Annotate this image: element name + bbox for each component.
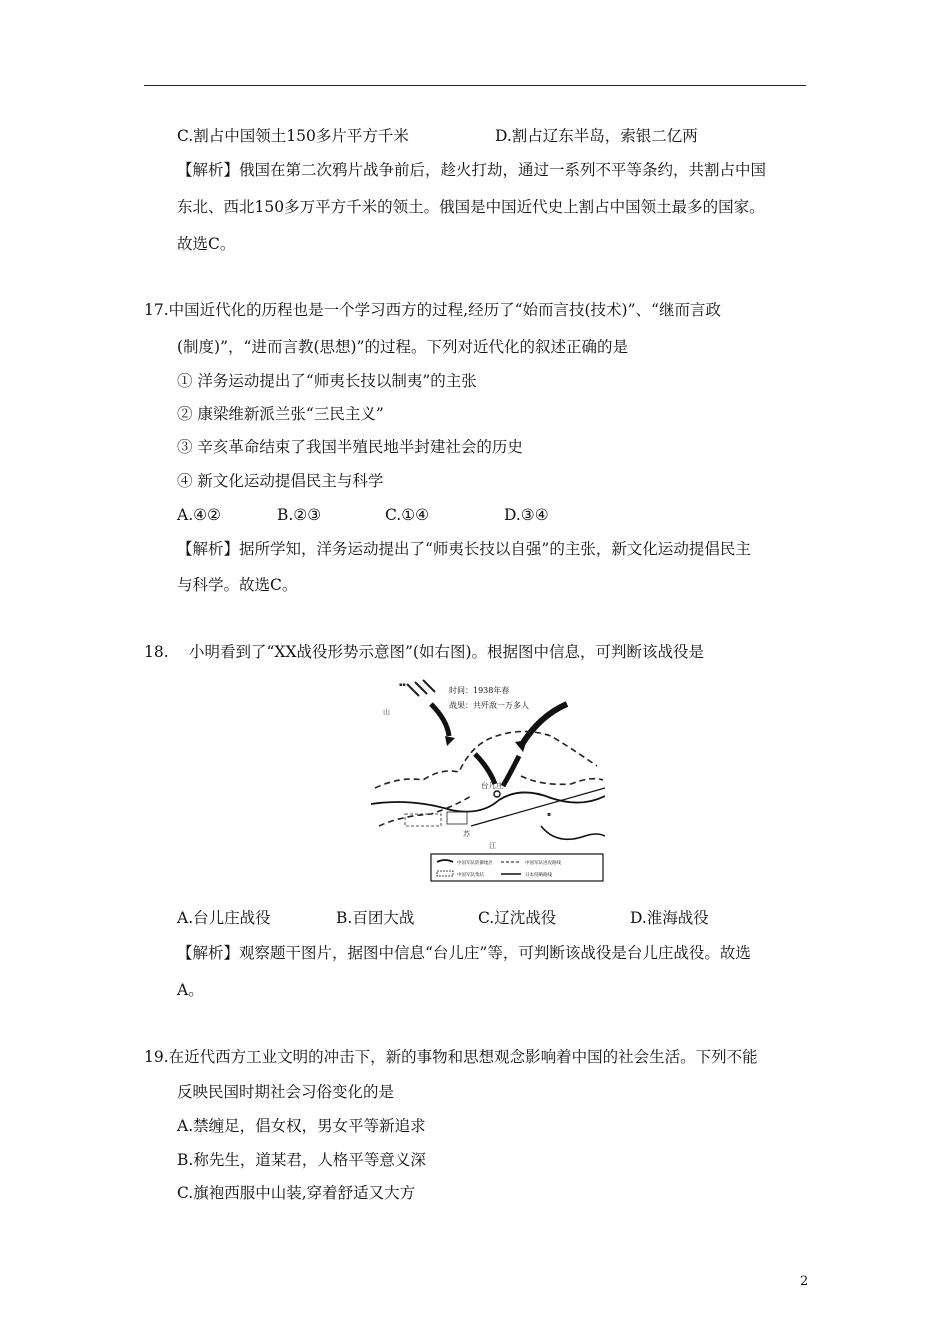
q19-stem-line: 反映民国时期社会习俗变化的是 xyxy=(177,1083,395,1101)
svg-text:山: 山 xyxy=(383,708,390,716)
header-rule xyxy=(144,85,806,86)
q17-option-d: D.③④ xyxy=(504,506,549,524)
svg-text:苏: 苏 xyxy=(463,830,470,838)
q17-item: ① 洋务运动提出了“师夷长技以制夷”的主张 xyxy=(177,372,477,390)
map-time-label: 时间：1938年春 xyxy=(449,686,510,695)
q18-option-a: A.台儿庄战役 xyxy=(177,909,271,927)
q17-option-c: C.①④ xyxy=(385,506,430,524)
q16-option-c: C.割占中国领土150多片平方千米 xyxy=(177,127,409,145)
q18-option-d: D.淮海战役 xyxy=(630,909,709,927)
q17-analysis-line: 与科学。故选C。 xyxy=(177,576,298,594)
q17-stem-line: 17.中国近代化的历程也是一个学习西方的过程,经历了“始而言技(技术)”、“继而言政 xyxy=(144,301,721,319)
q18-analysis-line: 【解析】观察题干图片，据图中信息“台儿庄”等，可判断该战役是台儿庄战役。故选 xyxy=(177,944,751,962)
q19-option-a: A.禁缠足，倡女权，男女平等新追求 xyxy=(177,1117,426,1135)
q17-item: ③ 辛亥革命结束了我国半殖民地半封建社会的历史 xyxy=(177,438,523,456)
q16-analysis-line: 【解析】俄国在第二次鸦片战争前后，趁火打劫，通过一系列不平等条约，共割占中国 xyxy=(177,161,767,179)
q16-analysis-line: 故选C。 xyxy=(177,235,236,253)
svg-text:▪: ▪ xyxy=(547,811,552,818)
page-number: 2 xyxy=(800,1274,809,1289)
q17-option-a: A.④② xyxy=(177,506,221,524)
q18-number: 18. xyxy=(144,643,169,661)
q17-item: ② 康梁维新派兰张“三民主义” xyxy=(177,405,384,423)
battle-situation-map xyxy=(371,676,605,883)
map-place-taierzhuang: 台儿庄 xyxy=(481,781,504,790)
map-result-label: 战果：共歼敌一万多人 xyxy=(449,701,529,710)
q18-stem: 小明看到了“XX战役形势示意图”(如右图)。根据图中信息，可判断该战役是 xyxy=(189,643,705,661)
q16-analysis-line: 东北、西北150多万平方千米的领土。俄国是中国近代史上割占中国领土最多的国家。 xyxy=(177,198,765,216)
q18-analysis-line: A。 xyxy=(177,981,204,999)
q17-stem-line: (制度)”，“进而言教(思想)”的过程。下列对近代化的叙述正确的是 xyxy=(177,338,628,356)
map-legend-item: 中国军队集结 xyxy=(457,873,484,878)
q18-option-b: B.百团大战 xyxy=(336,909,415,927)
q17-item: ④ 新文化运动提倡民主与科学 xyxy=(177,472,384,490)
map-legend-item: 中国军队进攻路线 xyxy=(525,861,561,866)
q19-stem-line: 19.在近代西方工业文明的冲击下，新的事物和思想观念影响着中国的社会生活。下列不能 xyxy=(144,1048,758,1066)
q16-option-d: D.割占辽东半岛，索银二亿两 xyxy=(495,127,698,145)
q19-option-c: C.旗袍西服中山装,穿着舒适又大方 xyxy=(177,1184,416,1202)
q19-option-b: B.称先生，道某君，人格平等意义深 xyxy=(177,1151,426,1169)
q17-analysis-line: 【解析】据所学知，洋务运动提出了“师夷长技以自强”的主张，新文化运动提倡民主 xyxy=(177,540,751,558)
q18-option-c: C.辽沈战役 xyxy=(478,909,557,927)
q17-option-b: B.②③ xyxy=(277,506,322,524)
svg-text:▪▪: ▪▪ xyxy=(399,682,406,688)
svg-text:江: 江 xyxy=(489,842,496,850)
map-legend-item: 中国军队防御地区 xyxy=(457,861,493,866)
map-legend-item: 日本侵略路线 xyxy=(525,873,552,878)
